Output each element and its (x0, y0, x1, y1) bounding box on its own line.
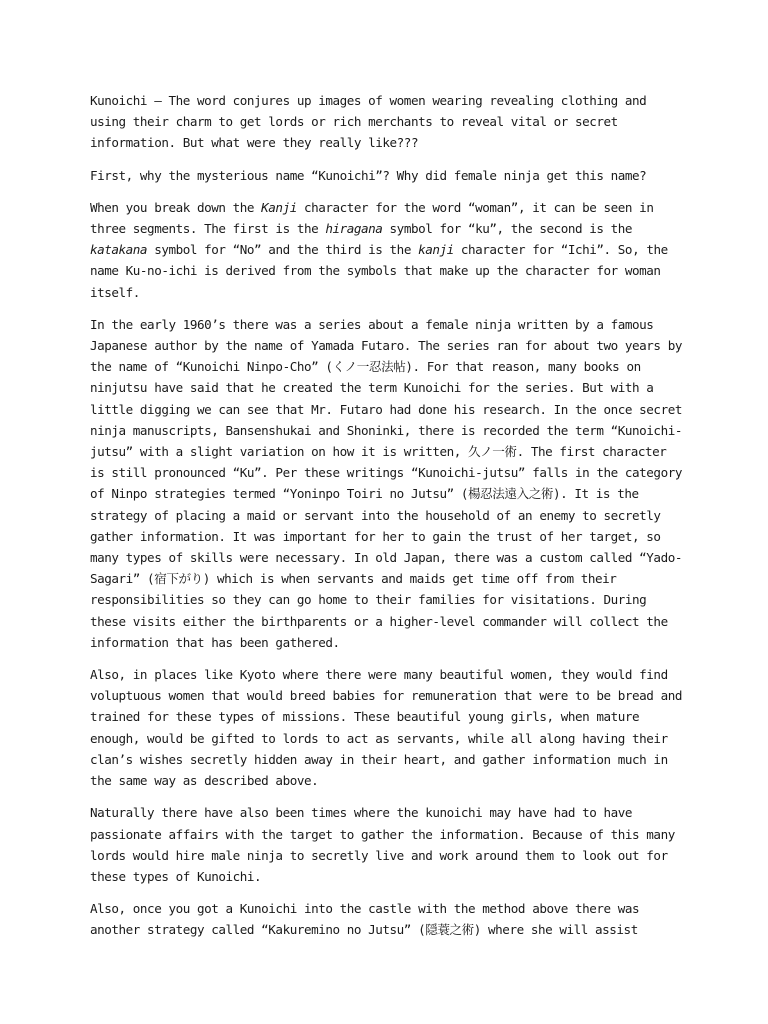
paragraph-kyoto: Also, in places like Kyoto where there were many beautiful women, they would find voluptuous women that would breed babies for remuneration that were to be bread and trained for these types of missions. These beautiful young girls, when mature enough, would be gifted to lords to act as servants, while all along having their clan’s wishes secretly hidden away in their heart, and gather information much in the same way as described above. (90, 667, 682, 789)
italic-term-kanji-lower: kanji (418, 242, 454, 258)
paragraph-intro: Kunoichi – The word conjures up images of women wearing revealing clothing and using their charm to get lords or rich merchants to reveal vital or secret information. But what were they really like??? (90, 93, 647, 151)
paragraph-castle: Also, once you got a Kunoichi into the castle with the method above there was another strategy called “Kakureminо no Jutsu” (隠蓑之術) where she will assist (90, 901, 640, 938)
text-run: character for the word “woman”, it can be seen in three segments. The first is the (90, 199, 654, 237)
text-run: When you break down the (90, 199, 262, 215)
document-page (90, 90, 686, 952)
paragraph-history: In the early 1960’s there was a series about a female ninja written by a famous Japanese author by the name of Yamada Futaro. The series ran for about two years by the name of “Kunoichi Ninpo-Cho” (くノ一忍法帖). For that reason, many books on ninjutsu have said that he created the term Kunoichi for the series. But with a little digging we can see that Mr. Futaro had done his research. In the once secret ninja manuscripts, Bansenshukai and Shoninki, there is recorded the term “Kunoichi-jutsu” with a slight variation on how it is written, 久ノ一術. The first character is still pronounced “Ku”. Per these writings “Kunoichi-jutsu” falls in the category of Ninpo strategies termed “Yoninpo Toiri no Jutsu” (楊忍法遠入之術). It is the strategy of placing a maid or servant into the household of an enemy to secretly gather information. It was important for her to gain the trust of her target, so many types of skills were necessary. In old Japan, there was a custom called “Yado-Sagari” (宿下がり) which is when servants and maids get time off from their responsibilities so they can go home to their families for visitations. During these visits either the birthparents or a higher-level commander will collect the information that has been gathered. (90, 316, 682, 650)
italic-term-hiragana: hiragana (325, 221, 383, 237)
text-run: symbol for “ku”, the second is the (382, 221, 633, 237)
paragraph-affairs: Naturally there have also been times where the kunoichi may have had to have passionate affairs with the target to gather the information. Because of this many lords would hire male ninja to secretly live and work around them to look out for these types of Kunoichi. (90, 805, 675, 884)
italic-term-katakana: katakana (90, 242, 148, 258)
paragraph-question: First, why the mysterious name “Kunoichi”? Why did female ninja get this name? (90, 167, 647, 183)
text-run: symbol for “No” and the third is the (147, 242, 419, 258)
paragraph-kanji-breakdown (90, 197, 686, 303)
text-run: character for “Ichi”. So, the name Ku-no-ichi is derived from the symbols that make up the character for woman itself. (90, 242, 668, 300)
italic-term-kanji: Kanji (261, 199, 297, 215)
